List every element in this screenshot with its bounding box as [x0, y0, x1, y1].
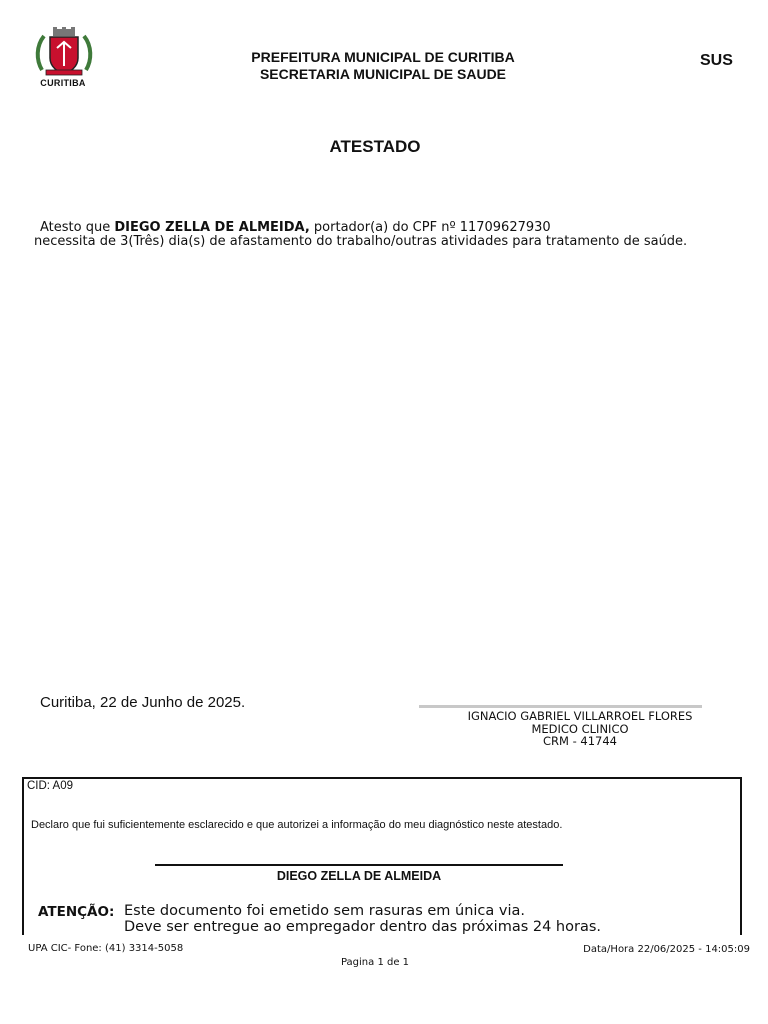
patient-name: DIEGO ZELLA DE ALMEIDA,	[114, 220, 310, 235]
doctor-role: MEDICO CLINICO	[531, 722, 629, 736]
footer-datetime: Data/Hora 22/06/2025 - 14:05:09	[583, 944, 750, 955]
doctor-signature-line	[419, 705, 702, 708]
place-and-date: Curitiba, 22 de Junho de 2025.	[40, 694, 246, 711]
document-title: ATESTADO	[329, 137, 421, 156]
cid-code: CID: A09	[27, 780, 74, 792]
curitiba-coat-of-arms-icon	[34, 26, 94, 78]
footer-unit-phone: UPA CIC- Fone: (41) 3314-5058	[28, 943, 184, 954]
body-prefix: Atesto que	[40, 220, 115, 235]
attention-label: ATENÇÃO:	[38, 904, 115, 920]
attention-line-2: Deve ser entregue ao empregador dentro das próximas 24 horas.	[124, 919, 602, 935]
logo-caption: CURITIBA	[40, 78, 86, 88]
certificate-body-line-1	[40, 220, 551, 235]
doctor-name: IGNACIO GABRIEL VILLARROEL FLORES	[467, 709, 693, 723]
header-line-2: SECRETARIA MUNICIPAL DE SAUDE	[259, 66, 507, 82]
doctor-crm: CRM - 41744	[543, 734, 617, 748]
attention-line-1: Este documento foi emetido sem rasuras em única via.	[124, 903, 525, 919]
patient-signature-line	[155, 864, 563, 866]
body-suffix: portador(a) do CPF nº 11709627930	[309, 220, 551, 235]
sus-badge: SUS	[700, 52, 733, 69]
patient-signature-name: DIEGO ZELLA DE ALMEIDA	[276, 869, 442, 883]
footer-page-number: Pagina 1 de 1	[340, 957, 410, 968]
consent-declaration: Declaro que fui suficientemente esclarecido e que autorizei a informação do meu diagnóstico neste atestado.	[31, 819, 563, 831]
certificate-body-line-2: necessita de 3(Três) dia(s) de afastamento do trabalho/outras atividades para tratamento de saúde.	[34, 234, 688, 249]
header-line-1: PREFEITURA MUNICIPAL DE CURITIBA	[251, 49, 515, 65]
